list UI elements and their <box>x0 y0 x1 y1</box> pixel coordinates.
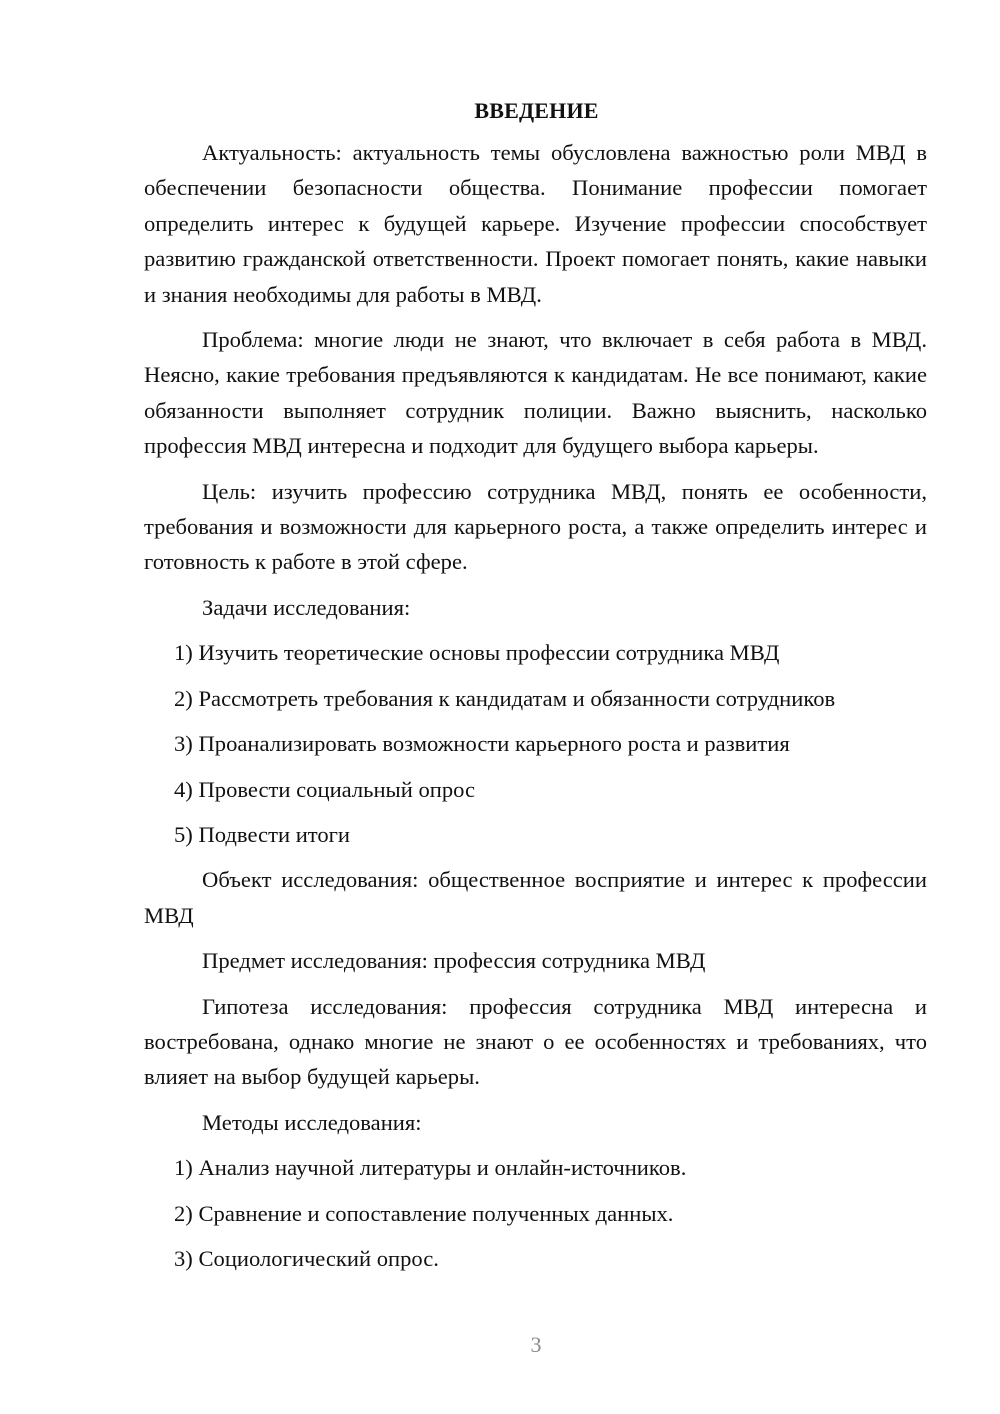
tasks-heading: Задачи исследования: <box>202 594 411 620</box>
methods-heading: Методы исследования: <box>202 1109 422 1135</box>
section-title: ВВЕДЕНИЕ <box>474 98 599 123</box>
object-paragraph: Объект исследования: общественное восприятие и интерес к профессии МВД <box>144 867 927 928</box>
method-item: 2) Сравнение и сопоставление полученных данных. <box>174 1200 674 1226</box>
method-item: 1) Анализ научной литературы и онлайн-источников. <box>174 1155 687 1181</box>
task-item: 4) Провести социальный опрос <box>174 776 476 802</box>
subject-paragraph: Предмет исследования: профессия сотрудника МВД <box>202 948 706 974</box>
tasks-section <box>144 590 927 852</box>
problem-paragraph: Проблема: многие люди не знают, что включает в себя работа в МВД. Неясно, какие требования предъявляются к кандидатам. Не все понимают, какие обязанности выполняет сотрудник полиции. Важно выяснить, насколько профессия МВД интересна и подходит для будущего выбора карьеры. <box>144 327 927 459</box>
page-content <box>144 94 927 1276</box>
goal-paragraph: Цель: изучить профессию сотрудника МВД, понять ее особенности, требования и возможности для карьерного роста, а также определить интерес и готовность к работе в этой сфере. <box>144 478 927 575</box>
page-number: 3 <box>530 1332 542 1357</box>
method-item: 3) Социологический опрос. <box>174 1245 439 1271</box>
hypothesis-paragraph: Гипотеза исследования: профессия сотрудника МВД интересна и востребована, однако многие не знают о ее особенностях и требованиях, что влияет на выбор будущей карьеры. <box>144 993 927 1090</box>
task-item: 5) Подвести итоги <box>174 821 351 847</box>
relevance-paragraph: Актуальность: актуальность темы обусловлена важностью роли МВД в обеспечении безопасности общества. Понимание профессии помогает определить интерес к будущей карьере. Изучение профессии способствует развитию гражданской ответственности. Проект помогает понять, какие навыки и знания необходимы для работы в МВД. <box>144 140 927 307</box>
task-item: 3) Проанализировать возможности карьерного роста и развития <box>174 731 790 757</box>
task-item: 1) Изучить теоретические основы профессии сотрудника МВД <box>174 640 780 666</box>
methods-section <box>144 1105 927 1277</box>
task-item: 2) Рассмотреть требования к кандидатам и обязанности сотрудников <box>174 685 836 711</box>
